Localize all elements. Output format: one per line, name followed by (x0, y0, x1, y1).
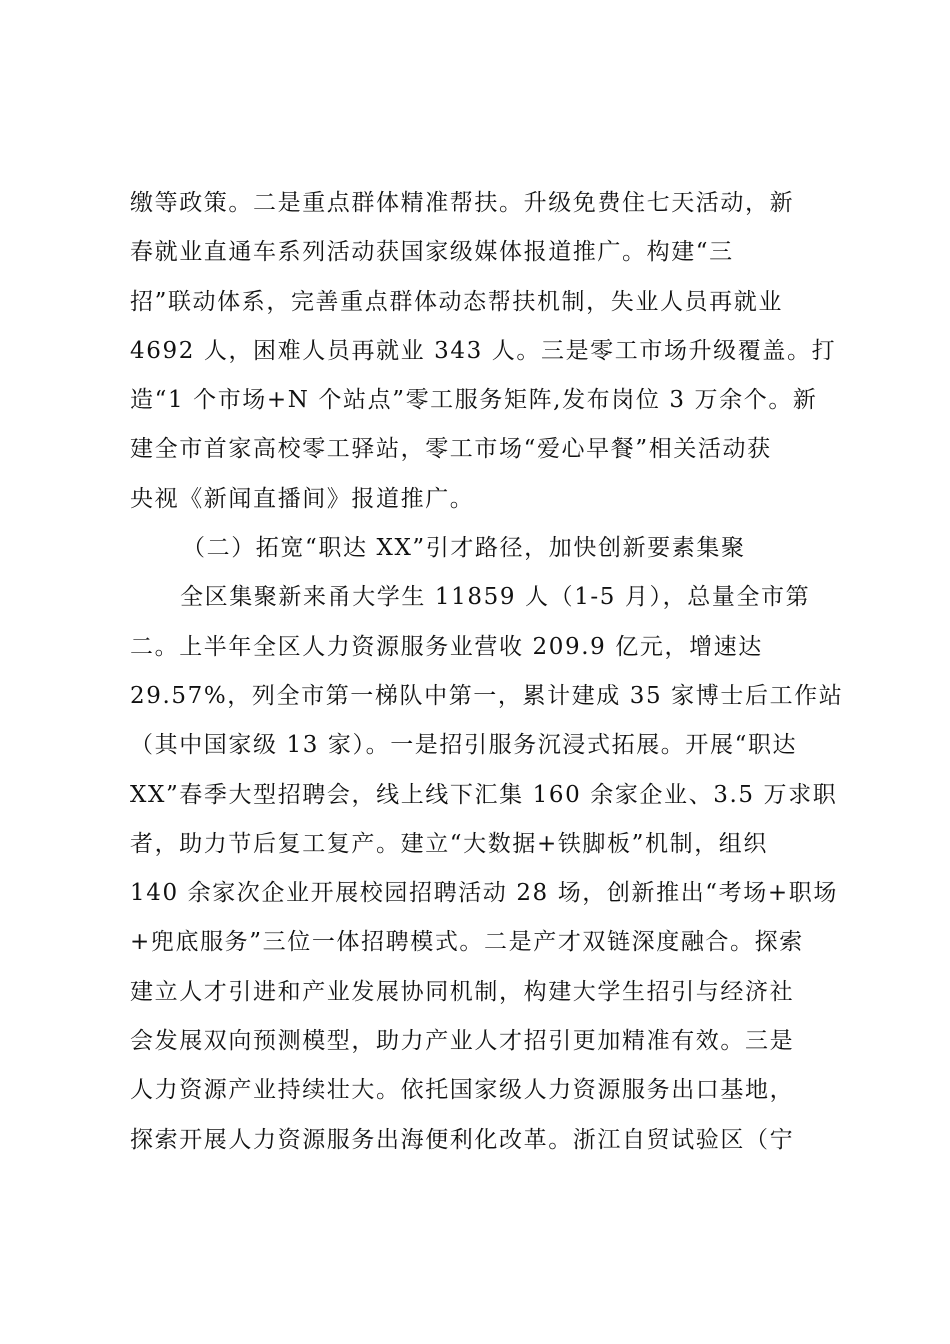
paragraph-line: 央视《新闻直播间》报道推广。 (130, 485, 475, 512)
paragraph-line: 4692 人，困难人员再就业 343 人。三是零工市场升级覆盖。打 (130, 337, 837, 364)
document-body (130, 188, 844, 1174)
paragraph-line: 会发展双向预测模型，助力产业人才招引更加精准有效。三是 (130, 1028, 795, 1055)
paragraph-line: （其中国家级 13 家）。一是招引服务沉浸式拓展。开展“职达 (130, 732, 798, 759)
paragraph-line: XX”春季大型招聘会，线上线下汇集 160 余家企业、3.5 万求职 (130, 781, 838, 808)
paragraph-line: 春就业直通车系列活动获国家级媒体报道推广。构建“三 (130, 239, 734, 266)
paragraph-line: +兜底服务”三位一体招聘模式。二是产才双链深度融合。探索 (130, 929, 804, 956)
paragraph-line: 者，助力节后复工复产。建立“大数据+铁脚板”机制，组织 (130, 830, 768, 857)
paragraph-line: 造“1 个市场+N 个站点”零工服务矩阵,发布岗位 3 万余个。新 (130, 387, 818, 414)
paragraph-line: 探索开展人力资源服务出海便利化改革。浙江自贸试验区（宁 (130, 1126, 795, 1153)
section-heading: （二）拓宽“职达 XX”引才路径，加快创新要素集聚 (182, 535, 746, 562)
paragraph-line: 140 余家次企业开展校园招聘活动 28 场，创新推出“考场+职场 (130, 880, 838, 907)
paragraph-line: 建全市首家高校零工驿站，零工市场“爱心早餐”相关活动获 (130, 436, 772, 463)
paragraph-line: 招”联动体系，完善重点群体动态帮扶机制，失业人员再就业 (130, 288, 783, 315)
paragraph-line: 人力资源产业持续壮大。依托国家级人力资源服务出口基地， (130, 1077, 795, 1104)
paragraph-line: 29.57%，列全市第一梯队中第一，累计建成 35 家博士后工作站 (130, 682, 844, 709)
paragraph-line: 全区集聚新来甬大学生 11859 人（1-5 月），总量全市第 (180, 584, 811, 611)
paragraph-line: 二。上半年全区人力资源服务业营收 209.9 亿元，增速达 (130, 633, 763, 660)
paragraph-line: 建立人才引进和产业发展协同机制，构建大学生招引与经济社 (130, 978, 795, 1005)
paragraph-line: 缴等政策。二是重点群体精准帮扶。升级免费住七天活动，新 (130, 190, 795, 216)
